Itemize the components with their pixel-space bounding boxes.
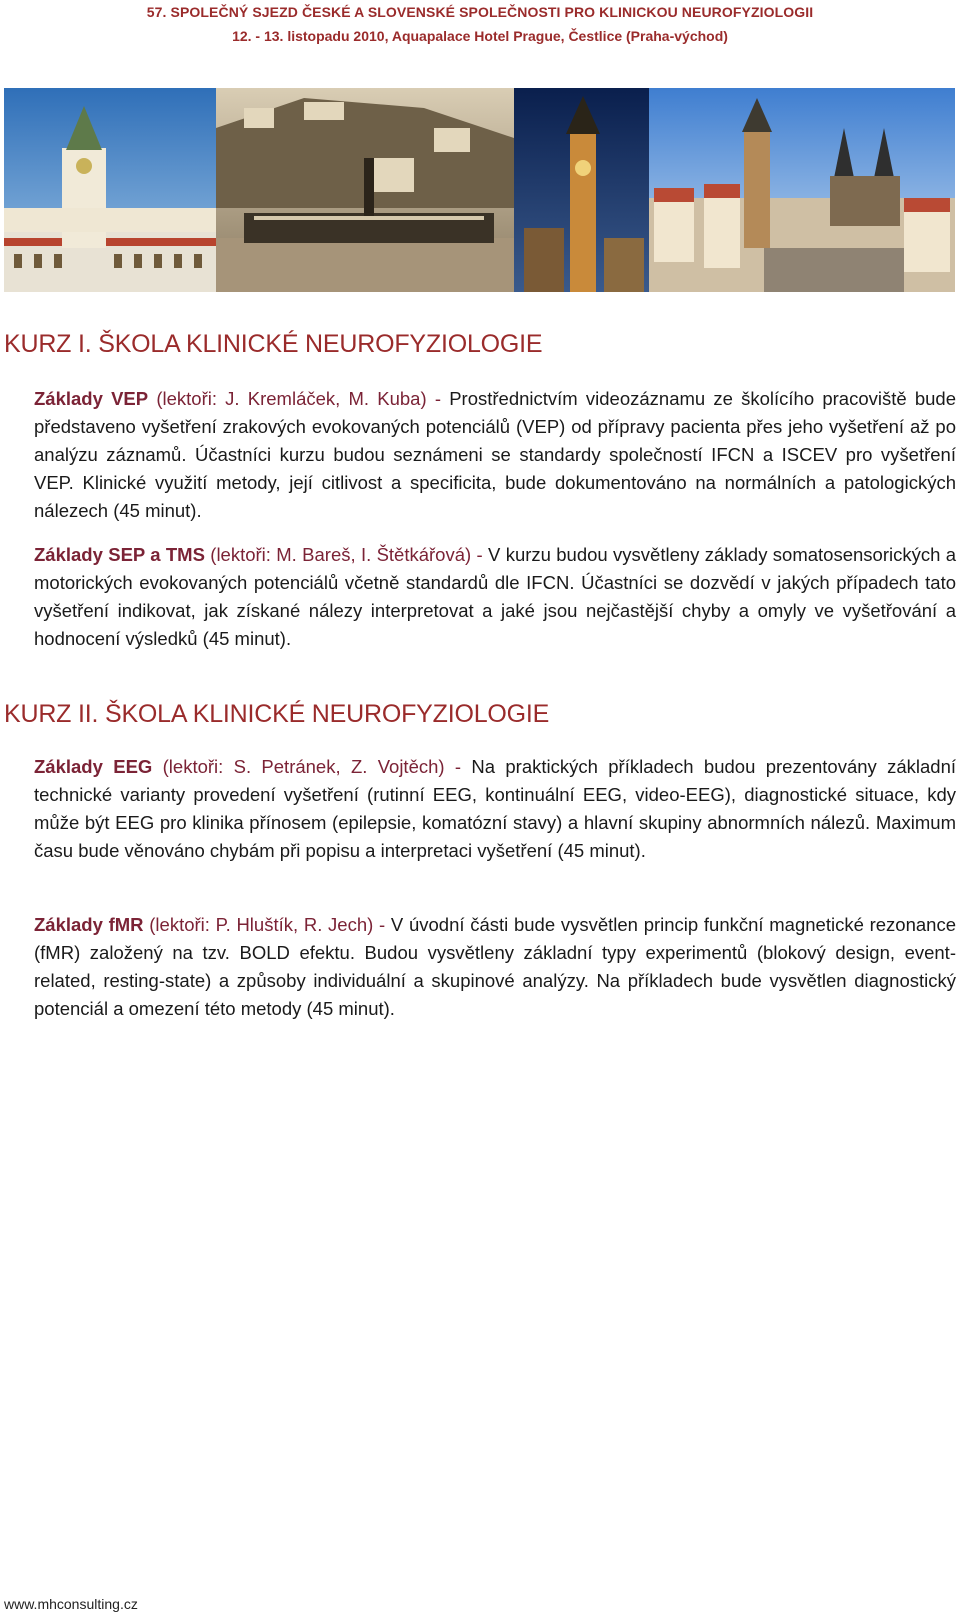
course-2-item-eeg — [34, 753, 956, 865]
item-description: V kurzu budou vysvětleny základy somatosensorických a motorických evokovaných potenciálů včetně standardů dle IFCN. Účastníci se dozvědí v jakých případech tato vyšetření indikovat, jak získané nálezy interpretovat a jaké jsou nejčastější chyby a omyly ve vyšetřování a hodnocení výsledků (45 minut). — [34, 544, 957, 649]
footer-url[interactable]: www.mhconsulting.cz — [4, 1596, 138, 1612]
congress-title: 57. SPOLEČNÝ SJEZD ČESKÉ A SLOVENSKÉ SPOLEČNOSTI PRO KLINICKOU NEUROFYZIOLOGII — [146, 4, 814, 20]
item-lectors: (lektoři: S. Petránek, Z. Vojtěch) - — [162, 756, 462, 777]
item-name: Základy fMR — [34, 914, 144, 935]
item-lectors: (lektoři: J. Kremláček, M. Kuba) - — [156, 388, 441, 409]
course-1-item-sep-tms — [34, 541, 956, 653]
course-1-title: KURZ I. ŠKOLA KLINICKÉ NEUROFYZIOLOGIE — [4, 330, 543, 358]
item-name: Základy SEP a TMS — [34, 544, 205, 565]
item-description: Prostřednictvím videozáznamu ze školícího pracoviště bude představeno vyšetření zrakových evokovaných potenciálů (VEP) od přípravy pacienta přes jeho vyšetření až po analýzu záznamů. Účastníci kurzu budou seznámeni se standardy společností IFCN a ISCEV pro vyšetření VEP. Klinické využití metody, její citlivost a specificita, bude dokumentováno na normálních a patologických nálezech (45 minut). — [34, 388, 957, 521]
course-1-item-vep — [34, 385, 956, 525]
item-description: V úvodní části bude vysvětlen princip funkční magnetické rezonance (fMR) založený na tzv. BOLD efektu. Budou vysvětleny základní typy experimentů (blokový design, event-related, resting-state) a způsoby individuální a skupinové analýzy. Na příkladech bude vysvětlen diagnostický potenciál a omezení této metody (45 minut). — [34, 914, 956, 1019]
item-name: Základy EEG — [34, 756, 153, 777]
prague-photo-banner — [4, 88, 955, 292]
item-name: Základy VEP — [34, 388, 149, 409]
course-2-title: KURZ II. ŠKOLA KLINICKÉ NEUROFYZIOLOGIE — [4, 700, 550, 728]
item-lectors: (lektoři: P. Hluštík, R. Jech) - — [149, 914, 386, 935]
congress-date-venue: 12. - 13. listopadu 2010, Aquapalace Hotel Prague, Čestlice (Praha-východ) — [232, 28, 728, 44]
item-lectors: (lektoři: M. Bareš, I. Štětkářová) - — [210, 544, 483, 565]
course-2-item-fmr — [34, 911, 956, 1023]
item-description: Na praktických příkladech budou prezentovány základní technické varianty provedení vyšetření (rutinní EEG, kontinuální EEG, video-EEG), diagnostické situace, kdy může být EEG pro klinika přínosem (epilepsie, komatózní stavy) a hlavní skupiny abnormních nálezů. Maximum času bude věnováno chybám při popisu a interpretaci vyšetření (45 minut). — [34, 756, 957, 861]
